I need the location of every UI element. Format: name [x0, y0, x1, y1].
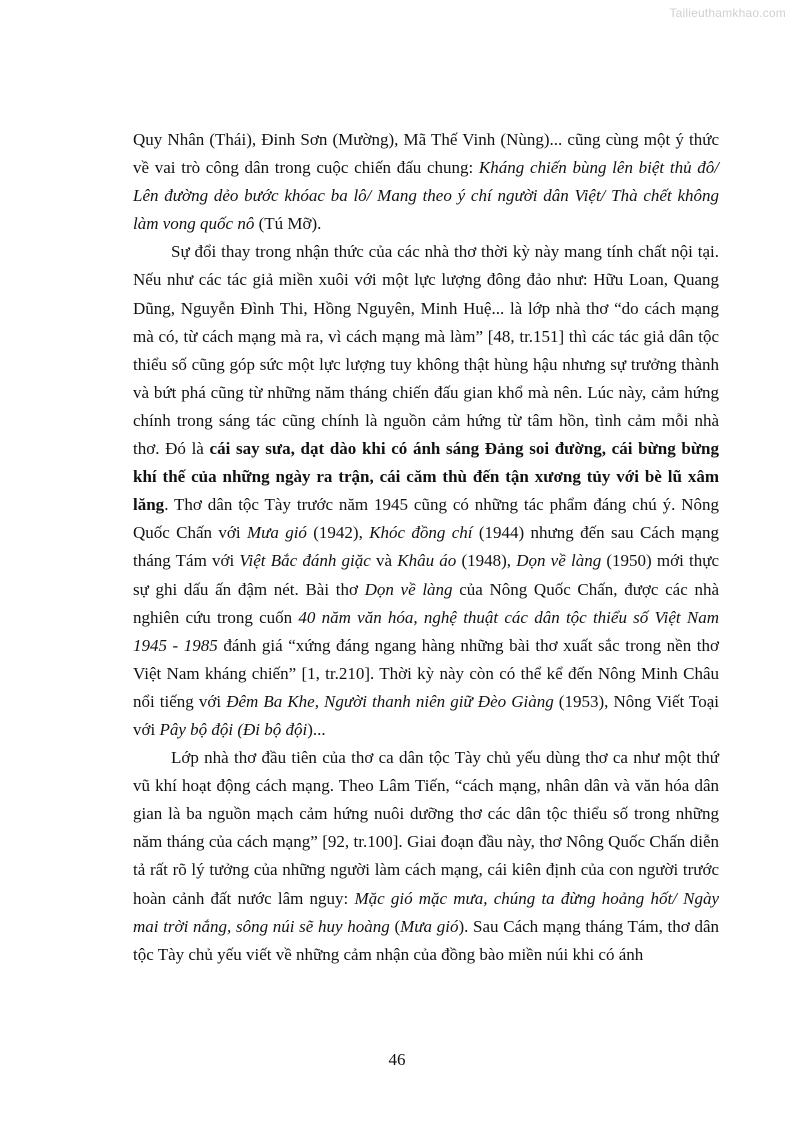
- italic-text: Khóc đồng chí: [369, 523, 473, 543]
- text-run: (1944) nhưng đến sau Cách mạng tháng Tám với: [133, 523, 720, 571]
- italic-text: Mưa gió: [246, 523, 307, 543]
- italic-text: Việt Bắc đánh giặc: [239, 551, 371, 571]
- text-run: (1950) mới thực sự ghi dấu ấn đậm nét. Bài thơ: [133, 551, 720, 599]
- paragraph: [133, 744, 719, 969]
- paragraph: [133, 126, 719, 238]
- text-run: và: [370, 551, 398, 571]
- text-run: đánh giá “xứng đáng ngang hàng những bài thơ xuất sắc trong nền thơ Việt Nam kháng chiến” [1, tr.210]. Thời kỳ này còn có thể kể đến Nông Minh Châu nổi tiếng với: [133, 635, 719, 711]
- text-run: Quy Nhân (Thái), Đinh Sơn (Mường), Mã Thế Vinh (Nùng)... cũng cùng một ý thức về vai trò công dân trong cuộc chiến đấu chung:: [133, 130, 719, 178]
- paragraph: [133, 238, 719, 744]
- text-run: . Thơ dân tộc Tày trước năm 1945 cũng có những tác phẩm đáng chú ý. Nông Quốc Chấn với: [133, 495, 719, 543]
- italic-text: Kháng chiến bùng lên biệt thủ đô/ Lên đường dẻo bước khóac ba lô/ Mang theo ý chí người dân Việt/ Thà chết không làm vong quốc nô: [133, 158, 719, 234]
- page-number: 46: [388, 1050, 406, 1069]
- text-run: (: [389, 916, 401, 936]
- italic-text: Dọn về làng: [364, 579, 453, 599]
- text-run: (1948),: [456, 551, 517, 571]
- text-run: Lớp nhà thơ đầu tiên của thơ ca dân tộc Tày chủ yếu dùng thơ ca như một thứ vũ khí hoạt động cách mạng. Theo Lâm Tiến, “cách mạng, nhân dân và văn hóa dân gian là ba nguồn mạch cảm hứng nuôi dưỡng thơ các dân tộc thiểu số trong những năm tháng của cách mạng” [92, tr.100]. Giai đoạn đầu này, thơ Nông Quốc Chấn diễn tả rất rõ lý tưởng của những người làm cách mạng, cái kiên định của con người trước hoàn cảnh đất nước lâm nguy:: [133, 748, 719, 908]
- italic-text: 40 năm văn hóa, nghệ thuật các dân tộc thiểu số Việt Nam 1945 - 1985: [133, 607, 719, 655]
- text-run: (1942),: [306, 523, 370, 543]
- italic-text: Dọn về làng: [516, 551, 602, 571]
- italic-text: Mưa gió: [400, 916, 459, 936]
- italic-text: Pây bộ đội (Đi bộ đội: [159, 719, 308, 739]
- text-run: (1953), Nông Viết Toại với: [133, 691, 719, 739]
- text-run: của Nông Quốc Chấn, được các nhà nghiên cứu trong cuốn: [133, 579, 719, 627]
- bold-text: cái say sưa, dạt dào khi có ánh sáng Đảng soi đường, cái bừng bừng khí thế của những ngày ra trận, cái căm thù đến tận xương tủy với bè lũ xâm lăng: [133, 439, 720, 515]
- page-body: [133, 126, 719, 969]
- text-run: )...: [307, 719, 326, 739]
- italic-text: Khâu áo: [397, 551, 457, 571]
- italic-text: Đêm Ba Khe, Người thanh niên giữ Đèo Giàng: [226, 691, 554, 711]
- text-run: (Tú Mỡ).: [254, 214, 322, 234]
- text-run: ). Sau Cách mạng tháng Tám, thơ dân tộc Tày chủ yếu viết về những cảm nhận của đồng bào miền núi khi có ánh: [133, 916, 719, 964]
- watermark: Tailieuthamkhao.com: [669, 6, 786, 20]
- text-run: Sự đổi thay trong nhận thức của các nhà thơ thời kỳ này mang tính chất nội tại. Nếu như các tác giả miền xuôi với một lực lượng đông đảo như: Hữu Loan, Quang Dũng, Nguyễn Đình Thi, Hồng Nguyên, Minh Huệ... là lớp nhà thơ “do cách mạng mà có, từ cách mạng mà ra, vì cách mạng mà làm” [48, tr.151] thì các tác giả dân tộc thiểu số cũng góp sức một lực lượng tuy không thật hùng hậu nhưng sự trưởng thành và bứt phá cũng từ những năm tháng chiến đấu gian khổ mà nên. Lúc này, cảm hứng chính trong sáng tác cũng chính là nguồn cảm hứng từ tâm hồn, tình cảm mỗi nhà thơ. Đó là: [133, 242, 719, 459]
- italic-text: Mặc gió mặc mưa, chúng ta đừng hoảng hốt/ Ngày mai trời nắng, sông núi sẽ huy hoàng: [133, 888, 719, 936]
